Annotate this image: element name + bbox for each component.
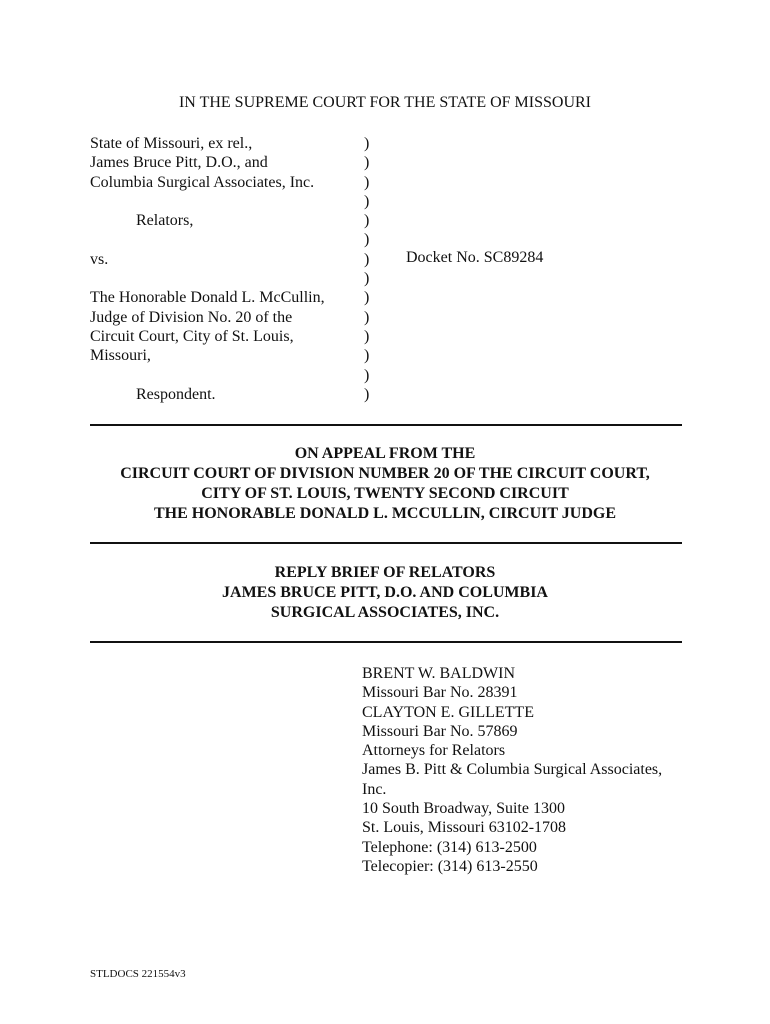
respondent-line: Circuit Court, City of St. Louis, — [90, 327, 294, 345]
counsel-line: Attorneys for Relators — [362, 742, 506, 760]
appeal-heading-line: ON APPEAL FROM THE — [294, 445, 476, 462]
caption-parenthesis: ) — [364, 250, 370, 268]
respondent-line: Judge of Division No. 20 of the — [90, 308, 293, 326]
brief-title-line: REPLY BRIEF OF RELATORS — [274, 564, 496, 581]
caption-parenthesis: ) — [364, 270, 370, 288]
divider-rule — [90, 424, 682, 426]
respondent-label: Respondent. — [136, 385, 216, 403]
counsel-block — [362, 664, 692, 876]
brief-title-line: SURGICAL ASSOCIATES, INC. — [270, 604, 500, 621]
divider-rule — [90, 542, 682, 544]
caption-parenthesis: ) — [364, 289, 370, 307]
counsel-line: St. Louis, Missouri 63102-1708 — [362, 819, 567, 837]
brief-title-line: JAMES BRUCE PITT, D.O. AND COLUMBIA — [222, 584, 548, 601]
court-title: IN THE SUPREME COURT FOR THE STATE OF MISSOURI — [178, 94, 592, 111]
caption-parenthesis: ) — [364, 308, 370, 326]
caption-parenthesis: ) — [364, 366, 370, 384]
spacer — [90, 366, 360, 385]
versus-label: vs. — [90, 250, 109, 268]
docket-number: Docket No. SC89284 — [406, 249, 544, 266]
appeal-heading — [0, 444, 770, 524]
appeal-heading-line: THE HONORABLE DONALD L. MCCULLIN, CIRCUIT JUDGE — [154, 505, 616, 522]
counsel-line: Missouri Bar No. 28391 — [362, 684, 518, 702]
divider-rule — [90, 641, 682, 643]
counsel-line: BRENT W. BALDWIN — [362, 665, 516, 682]
caption-parenthesis: ) — [364, 347, 370, 365]
relators-label: Relators, — [136, 212, 194, 230]
relator-line: James Bruce Pitt, D.O., and — [90, 154, 268, 172]
caption-parenthesis: ) — [364, 135, 370, 152]
caption-parenthesis: ) — [364, 327, 370, 345]
caption-parenthesis: ) — [364, 192, 370, 210]
counsel-line: Telecopier: (314) 613-2550 — [362, 857, 538, 875]
case-caption-parties — [90, 134, 360, 404]
spacer — [90, 230, 360, 249]
respondent-line: Missouri, — [90, 347, 151, 365]
relator-line: Columbia Surgical Associates, Inc. — [90, 173, 315, 191]
caption-parenthesis: ) — [364, 173, 370, 191]
counsel-line: CLAYTON E. GILLETTE — [362, 703, 534, 721]
counsel-line: Telephone: (314) 613-2500 — [362, 838, 537, 856]
counsel-line: Missouri Bar No. 57869 — [362, 722, 518, 740]
appeal-heading-line: CIRCUIT COURT OF DIVISION NUMBER 20 OF THE CIRCUIT COURT, — [120, 465, 650, 482]
caption-parenthesis: ) — [364, 212, 370, 230]
counsel-line: Inc. — [362, 780, 387, 798]
spacer — [90, 269, 360, 288]
document-id-footer: STLDOCS 221554v3 — [90, 968, 186, 980]
caption-parenthesis: ) — [364, 231, 370, 249]
spacer — [90, 192, 360, 211]
counsel-line: James B. Pitt & Columbia Surgical Associates, — [362, 761, 663, 779]
respondent-line: The Honorable Donald L. McCullin, — [90, 289, 325, 307]
relator-line: State of Missouri, ex rel., — [90, 135, 253, 152]
caption-parenthesis-column — [364, 134, 378, 404]
caption-parenthesis: ) — [364, 385, 370, 403]
counsel-line: 10 South Broadway, Suite 1300 — [362, 800, 565, 818]
brief-title — [0, 563, 770, 623]
appeal-heading-line: CITY OF ST. LOUIS, TWENTY SECOND CIRCUIT — [201, 485, 569, 502]
caption-parenthesis: ) — [364, 154, 370, 172]
